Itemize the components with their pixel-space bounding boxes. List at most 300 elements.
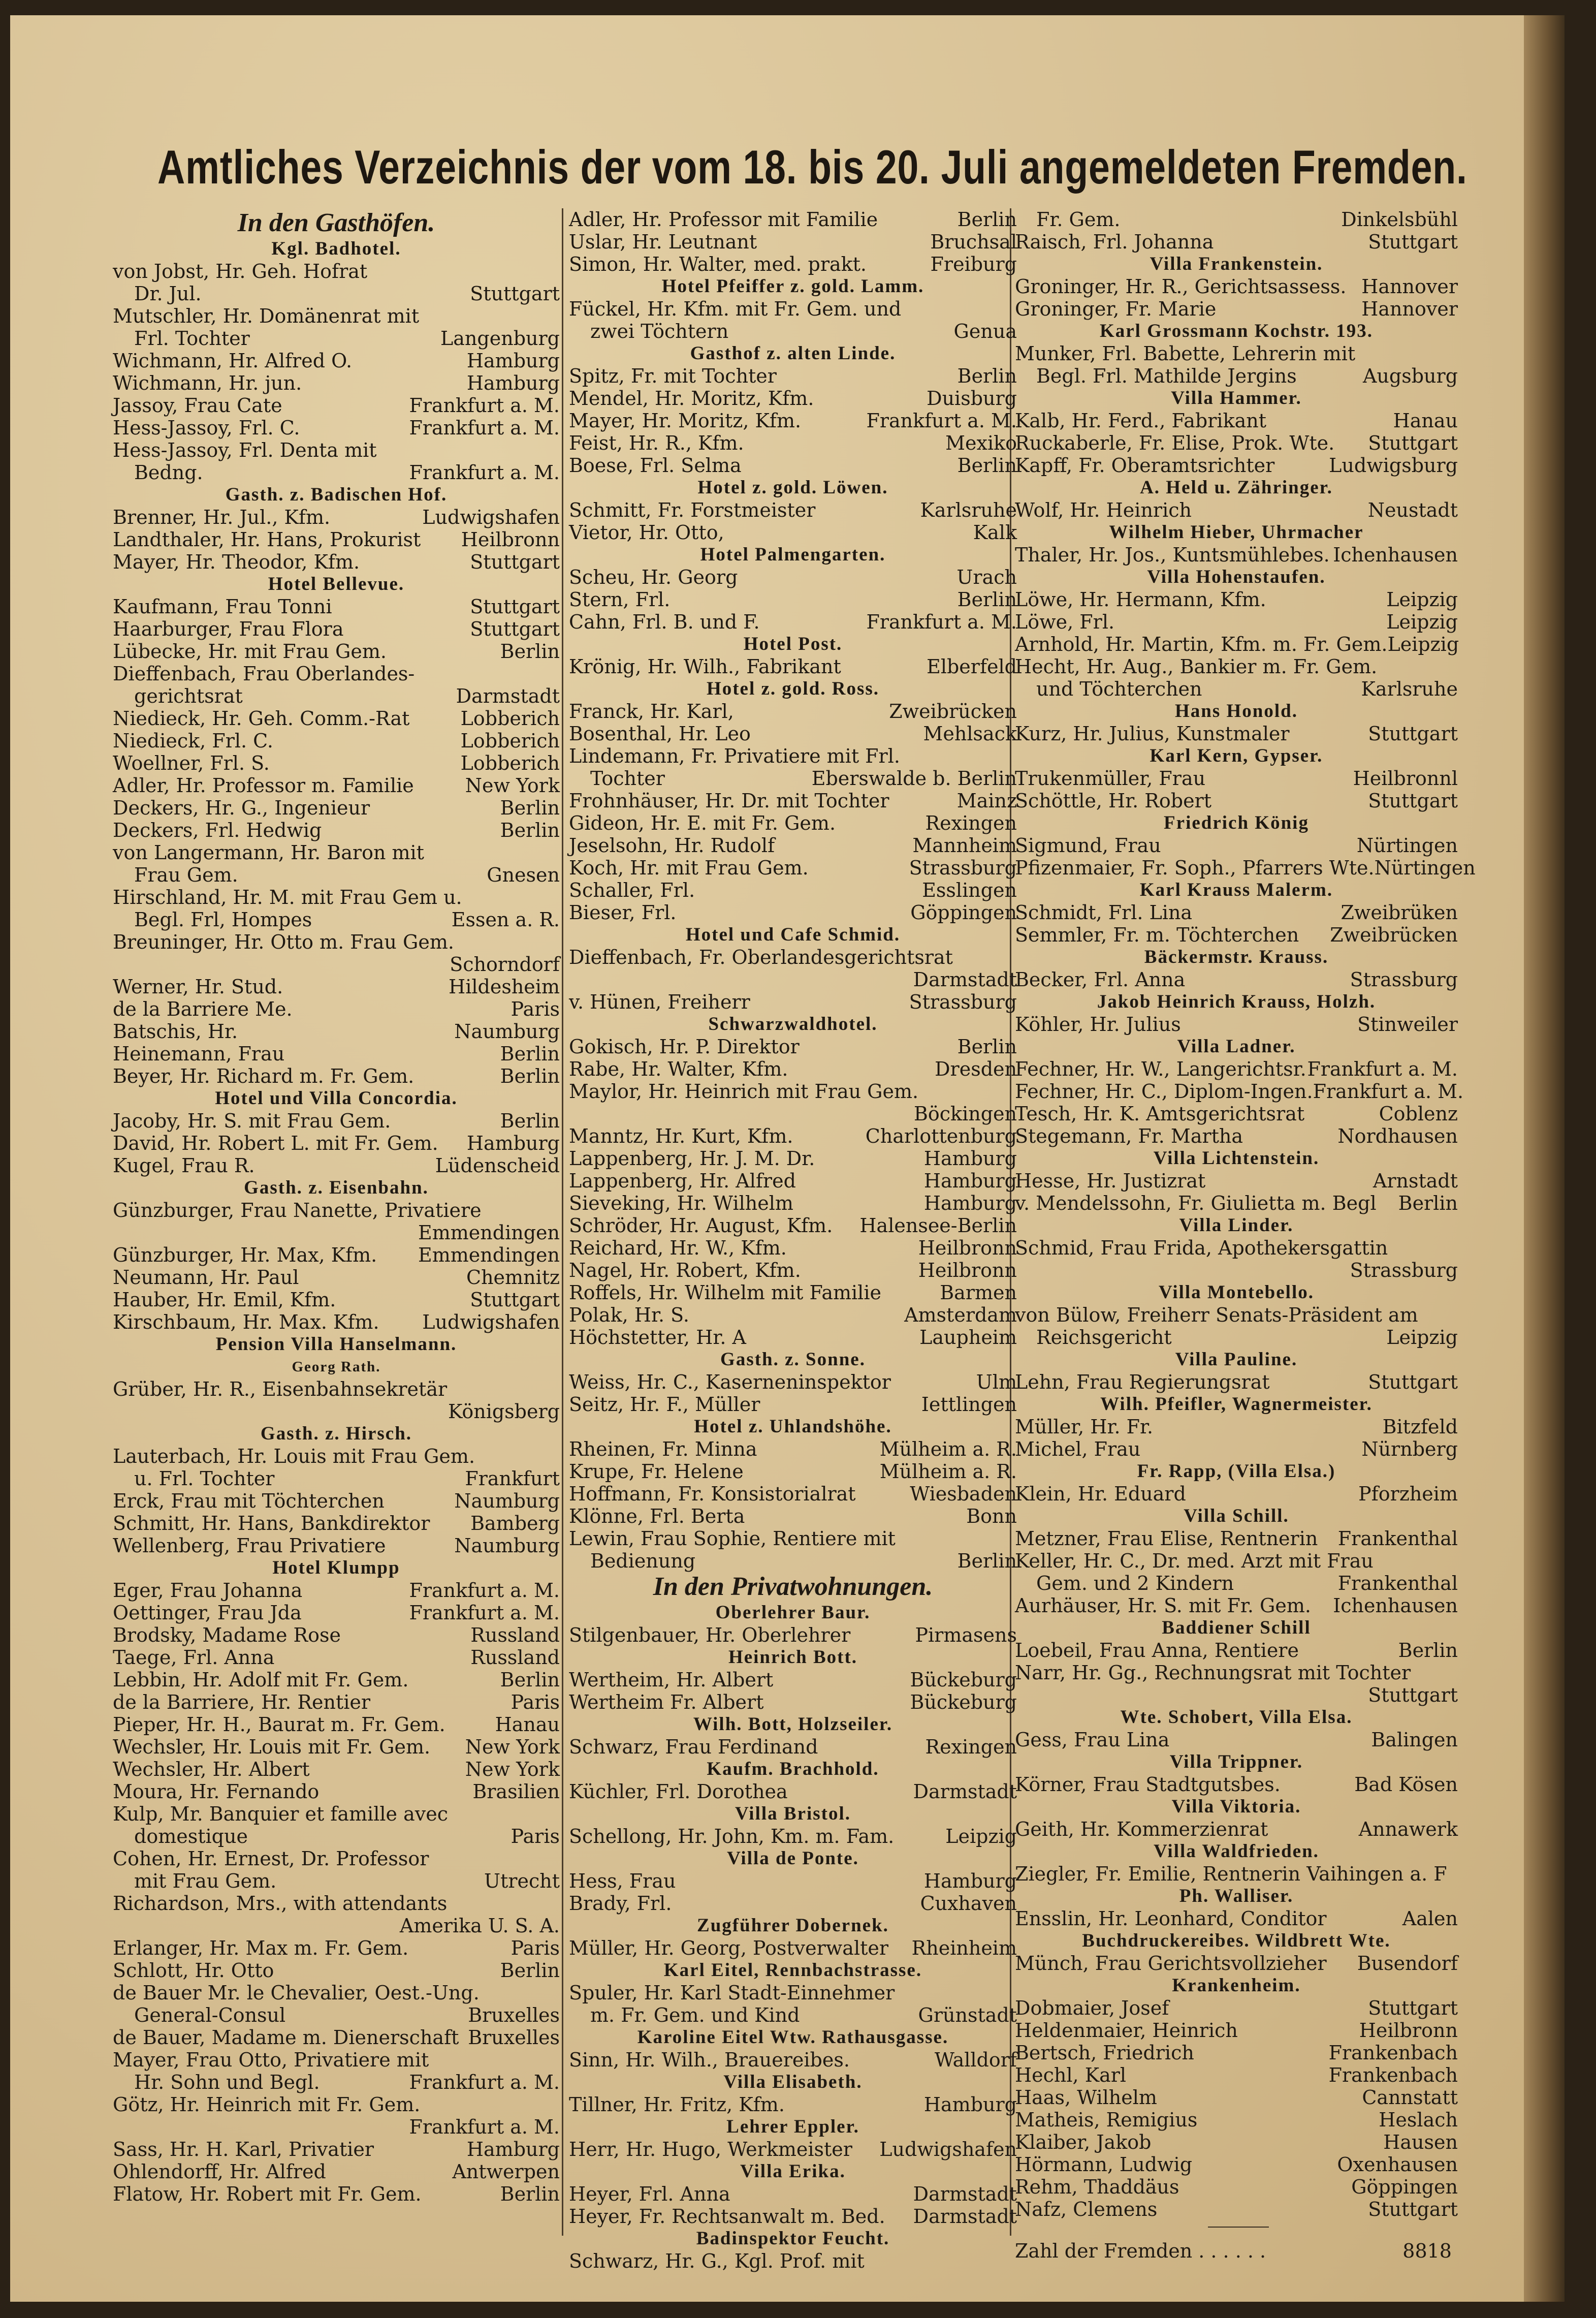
- guest-entry: [113, 819, 560, 841]
- lodging-heading: Zugführer Dobernek.: [697, 1915, 889, 1936]
- guest-origin: Hildesheim: [449, 976, 560, 998]
- guest-origin: Hamburg: [923, 1192, 1017, 1214]
- lodging-heading: Hotel und Cafe Schmid.: [685, 924, 901, 945]
- guest-name: Roffels, Hr. Wilhelm mit Familie: [569, 1281, 881, 1304]
- guest-origin: Bruxelles: [468, 2004, 560, 2026]
- guest-origin: Berlin: [500, 1959, 560, 1982]
- guest-entry: [113, 2004, 560, 2026]
- guest-entry: [113, 998, 560, 1020]
- column-3: [1015, 208, 1476, 2262]
- guest-name: Polak, Hr. S.: [569, 1304, 689, 1326]
- guest-entry: [569, 1982, 1017, 2004]
- guest-name: Klönne, Frl. Berta: [569, 1505, 745, 1527]
- guest-entry: [569, 521, 1017, 544]
- guest-origin: Charlottenburg: [865, 1125, 1017, 1147]
- guest-name: Haarburger, Frau Flora: [113, 618, 344, 640]
- guest-entry: [569, 1527, 1017, 1550]
- guest-origin: Utrecht: [484, 1870, 560, 1892]
- guest-entry: [1015, 275, 1458, 298]
- guest-entry: [569, 857, 1017, 879]
- guest-entry: [569, 499, 1017, 521]
- guest-entry: [1015, 231, 1458, 253]
- guest-origin: Berlin: [957, 208, 1017, 231]
- guest-name: Pieper, Hr. H., Baurat m. Fr. Gem.: [113, 1713, 445, 1736]
- guest-name: Sigmund, Frau: [1015, 834, 1161, 857]
- guest-origin: Frankenthal: [1337, 1527, 1458, 1550]
- guest-entry: [1015, 1013, 1458, 1036]
- guest-origin: Rexingen: [925, 812, 1017, 834]
- lodging-heading: Buchdruckereibes. Wildbrett Wte.: [1082, 1930, 1391, 1951]
- guest-entry: [1015, 1237, 1458, 1259]
- guest-origin: Zweibrüken: [1340, 901, 1458, 924]
- guest-entry: [1015, 611, 1458, 633]
- lodging-heading: Villa Schill.: [1184, 1506, 1289, 1526]
- guest-name: Rheinen, Fr. Minna: [569, 1438, 757, 1460]
- guest-origin: Hamburg: [923, 1170, 1017, 1192]
- guest-name: Krupe, Fr. Helene: [569, 1460, 744, 1483]
- guest-name: Ohlendorff, Hr. Alfred: [113, 2160, 326, 2183]
- guest-name: Hr. Sohn und Begl.: [134, 2071, 320, 2093]
- guest-origin: Berlin: [957, 1550, 1017, 1572]
- guest-entry: [1015, 655, 1458, 678]
- guest-name: Kirschbaum, Hr. Max. Kfm.: [113, 1311, 379, 1333]
- guest-origin: Stuttgart: [1368, 1997, 1458, 2019]
- guest-origin: Antwerpen: [452, 2160, 560, 2183]
- guest-total: [1015, 2240, 1452, 2262]
- guest-name: Heyer, Fr. Rechtsanwalt m. Bed.: [569, 2205, 885, 2228]
- guest-entry: [569, 1371, 1017, 1393]
- guest-name: Adler, Hr. Professor m. Familie: [113, 774, 414, 797]
- guest-name: Wellenberg, Frau Privatiere: [113, 1534, 386, 1557]
- guest-entry: [113, 1266, 560, 1289]
- guest-origin: Lobberich: [460, 707, 560, 730]
- guest-entry: [569, 566, 1017, 588]
- guest-origin: Leipzig: [1386, 611, 1458, 633]
- guest-name: Dieffenbach, Frau Oberlandes-: [113, 663, 415, 685]
- guest-origin: Neustadt: [1367, 499, 1458, 521]
- guest-name: Kalb, Hr. Ferd., Fabrikant: [1015, 410, 1266, 432]
- guest-name: Sieveking, Hr. Wilhelm: [569, 1192, 793, 1214]
- guest-name: Brenner, Hr. Jul., Kfm.: [113, 506, 331, 528]
- guest-entry: [1015, 2064, 1458, 2086]
- guest-entry: [113, 1445, 560, 1467]
- lodging-heading: Hans Honold.: [1175, 701, 1298, 722]
- guest-name: Arnhold, Hr. Martin, Kfm. m. Fr. Gem.: [1015, 633, 1388, 655]
- guest-origin: Stuttgart: [470, 1289, 560, 1311]
- guest-entry: [113, 283, 560, 305]
- guest-name: Boese, Frl. Selma: [569, 454, 742, 477]
- guest-origin: Frankfurt a. M.: [409, 1579, 560, 1602]
- guest-entry: [1015, 342, 1458, 365]
- guest-entry: [1015, 1259, 1458, 1281]
- guest-entry: [569, 745, 1017, 767]
- guest-name: Tochter: [590, 767, 665, 790]
- guest-origin: Duisburg: [927, 387, 1017, 410]
- guest-origin: Augsburg: [1362, 365, 1458, 387]
- guest-name: Günzburger, Frau Nanette, Privatiere: [113, 1199, 482, 1221]
- lodging-heading: Villa Bristol.: [735, 1803, 851, 1824]
- guest-name: Groninger, Hr. R., Gerichtsassess.: [1015, 275, 1347, 298]
- guest-origin: Hanau: [495, 1713, 560, 1736]
- guest-name: Brady, Frl.: [569, 1892, 672, 1915]
- guest-entry: [569, 2250, 1017, 2272]
- page-title: Amtliches Verzeichnis der vom 18. bis 20. Juli angemeldeten Fremden.: [157, 140, 1467, 194]
- guest-entry: [1015, 544, 1458, 566]
- guest-entry: [113, 1378, 560, 1400]
- guest-name: Vietor, Hr. Otto,: [569, 521, 724, 544]
- lodging-heading: Hotel Pfeiffer z. gold. Lamm.: [661, 276, 924, 297]
- guest-origin: Pirmasens: [915, 1624, 1017, 1646]
- guest-name: Günzburger, Hr. Max, Kfm.: [113, 1244, 377, 1266]
- guest-origin: Königsberg: [448, 1400, 560, 1423]
- guest-name: Erck, Frau mit Töchterchen: [113, 1490, 385, 1512]
- guest-name: Hirschland, Hr. M. mit Frau Gem u.: [113, 886, 462, 909]
- guest-origin: Annawerk: [1358, 1818, 1458, 1840]
- guest-entry: [113, 394, 560, 417]
- guest-entry: [113, 1624, 560, 1646]
- guest-name: Schmidt, Frl. Lina: [1015, 901, 1193, 924]
- guest-entry: [1015, 2198, 1458, 2220]
- guest-name: Hechl, Karl: [1015, 2064, 1127, 2086]
- guest-entry: [113, 1780, 560, 1803]
- guest-name: Köhler, Hr. Julius: [1015, 1013, 1181, 1036]
- guest-origin: Hamburg: [923, 2093, 1017, 2116]
- lodging-heading: Kaufm. Brachhold.: [707, 1759, 879, 1779]
- guest-entry: [569, 901, 1017, 924]
- guest-origin: Frankfurt a. M.: [409, 2071, 560, 2093]
- guest-name: Eger, Frau Johanna: [113, 1579, 303, 1602]
- guest-entry: [569, 1080, 1017, 1103]
- guest-entry: [569, 1393, 1017, 1416]
- guest-name: Stegemann, Fr. Martha: [1015, 1125, 1243, 1147]
- guest-name: zwei Töchtern: [590, 320, 729, 342]
- guest-origin: Urach: [956, 566, 1017, 588]
- guest-name: Flatow, Hr. Robert mit Fr. Gem.: [113, 2183, 422, 2205]
- guest-name: Löwe, Frl.: [1015, 611, 1115, 633]
- guest-origin: Laupheim: [919, 1326, 1017, 1349]
- lodging-heading: Kgl. Badhotel.: [271, 238, 401, 259]
- lodging-heading: Karl Krauss Malerm.: [1139, 880, 1333, 900]
- guest-name: Deckers, Hr. G., Ingenieur: [113, 797, 370, 819]
- guest-name: Begl. Frl. Mathilde Jergins: [1036, 365, 1297, 387]
- guest-name: Hörmann, Ludwig: [1015, 2153, 1193, 2176]
- guest-entry: [1015, 1684, 1458, 1706]
- guest-name: Bertsch, Friedrich: [1015, 2042, 1194, 2064]
- guest-name: Fr. Gem.: [1036, 208, 1121, 231]
- guest-entry: [113, 1467, 560, 1490]
- guest-origin: Naumburg: [454, 1490, 560, 1512]
- guest-name: Jassoy, Frau Cate: [113, 394, 282, 417]
- guest-name: Fechner, Hr. C., Diplom-Ingen.: [1015, 1080, 1313, 1103]
- guest-name: Rehm, Thaddäus: [1015, 2176, 1179, 2198]
- guest-origin: Nürtingen: [1356, 834, 1458, 857]
- guest-entry: [569, 1237, 1017, 1259]
- guest-origin: Frankfurt: [465, 1467, 560, 1490]
- guest-entry: [1015, 1304, 1458, 1326]
- guest-name: Gideon, Hr. E. mit Fr. Gem.: [569, 812, 836, 834]
- guest-origin: Chemnitz: [466, 1266, 560, 1289]
- guest-origin: Esslingen: [922, 879, 1017, 901]
- lodging-heading: Villa Pauline.: [1175, 1349, 1298, 1370]
- guest-entry: [569, 1259, 1017, 1281]
- guest-entry: [1015, 1907, 1458, 1930]
- guest-entry: [569, 790, 1017, 812]
- guest-name: Bieser, Frl.: [569, 901, 677, 924]
- guest-origin: Lobberich: [460, 730, 560, 752]
- guest-origin: Amsterdam: [904, 1304, 1017, 1326]
- lodging-heading: Hotel z. gold. Ross.: [706, 678, 880, 699]
- guest-entry: [569, 387, 1017, 410]
- guest-origin: Berlin: [500, 2183, 560, 2205]
- guest-name: Gokisch, Hr. P. Direktor: [569, 1036, 800, 1058]
- guest-origin: Heilbronn: [918, 1237, 1017, 1259]
- guest-name: Sinn, Hr. Wilh., Brauereibes.: [569, 2049, 850, 2071]
- guest-entry: [569, 1691, 1017, 1713]
- guest-entry: [1015, 410, 1458, 432]
- guest-origin: Gnesen: [487, 864, 560, 886]
- guest-origin: Bückeburg: [910, 1669, 1017, 1691]
- guest-origin: Busendorf: [1357, 1952, 1458, 1975]
- guest-origin: Bruxelles: [468, 2026, 560, 2049]
- guest-name: Klaiber, Jakob: [1015, 2131, 1152, 2153]
- guest-origin: Göppingen: [1351, 2176, 1458, 2198]
- guest-entry: [569, 879, 1017, 901]
- guest-name: Taege, Frl. Anna: [113, 1646, 275, 1669]
- guest-origin: Stuttgart: [1368, 231, 1458, 253]
- guest-name: Rabe, Hr. Walter, Kfm.: [569, 1058, 788, 1080]
- guest-entry: [569, 253, 1017, 275]
- guest-origin: Zweibrücken: [1330, 924, 1458, 946]
- guest-name: Hess, Frau: [569, 1870, 676, 1892]
- guest-name: mit Frau Gem.: [134, 1870, 277, 1892]
- guest-origin: Heslach: [1379, 2109, 1458, 2131]
- guest-entry: [113, 1982, 560, 2004]
- guest-origin: Berlin: [500, 1669, 560, 1691]
- guest-entry: [1015, 1550, 1458, 1572]
- lodging-heading: Heinrich Bott.: [728, 1647, 858, 1668]
- guest-entry: [569, 1780, 1017, 1803]
- guest-origin: Schorndorf: [450, 953, 560, 976]
- guest-name: Schellong, Hr. John, Km. m. Fam.: [569, 1825, 895, 1847]
- guest-name: Weiss, Hr. C., Kaserneninspektor: [569, 1371, 891, 1393]
- lodging-heading: Villa Montebello.: [1159, 1282, 1314, 1303]
- guest-origin: Freiburg: [930, 253, 1017, 275]
- guest-name: Sass, Hr. H. Karl, Privatier: [113, 2138, 374, 2160]
- guest-name: Kaufmann, Frau Tonni: [113, 596, 332, 618]
- guest-name: Uslar, Hr. Leutnant: [569, 231, 757, 253]
- guest-origin: Hausen: [1383, 2131, 1458, 2153]
- guest-origin: Berlin: [957, 588, 1017, 611]
- guest-origin: Ludwigsburg: [1329, 454, 1458, 477]
- guest-entry: [113, 1400, 560, 1423]
- guest-origin: Grünstadt: [918, 2004, 1017, 2026]
- guest-entry: [113, 797, 560, 819]
- guest-name: Frohnhäuser, Hr. Dr. mit Tochter: [569, 790, 889, 812]
- guest-name: Höchstetter, Hr. A: [569, 1326, 746, 1349]
- guest-entry: [1015, 1371, 1458, 1393]
- guest-origin: Berlin: [500, 1110, 560, 1132]
- guest-name: Dobmaier, Josef: [1015, 1997, 1169, 2019]
- guest-name: von Langermann, Hr. Baron mit: [113, 841, 424, 864]
- lodging-heading: Hotel Post.: [743, 634, 843, 654]
- guest-entry: [1015, 723, 1458, 745]
- guest-origin: Essen a. R.: [451, 909, 560, 931]
- lodging-heading: Badinspektor Feucht.: [696, 2228, 890, 2249]
- guest-name: Begl. Frl, Hompes: [134, 909, 312, 931]
- guest-origin: Paris: [510, 1937, 560, 1959]
- guest-entry: [113, 350, 560, 372]
- guest-entry: [113, 327, 560, 350]
- guest-origin: Hamburg: [923, 1870, 1017, 1892]
- guest-name: Schlott, Hr. Otto: [113, 1959, 274, 1982]
- guest-origin: Naumburg: [454, 1534, 560, 1557]
- guest-origin: Emmendingen: [418, 1244, 560, 1266]
- guest-origin: Darmstadt: [913, 1780, 1017, 1803]
- guest-name: Müller, Hr. Georg, Postverwalter: [569, 1937, 889, 1959]
- guest-origin: Genua: [953, 320, 1017, 342]
- guest-name: Seitz, Hr. F., Müller: [569, 1393, 760, 1416]
- guest-origin: Stuttgart: [1368, 723, 1458, 745]
- guest-entry: [113, 1669, 560, 1691]
- guest-name: Dieffenbach, Fr. Oberlandesgerichtsrat: [569, 946, 953, 968]
- guest-name: Götz, Hr. Heinrich mit Fr. Gem.: [113, 2093, 421, 2116]
- guest-origin: Frankfurt a. M.: [409, 2116, 560, 2138]
- guest-entry: [569, 1870, 1017, 1892]
- guest-name: Feist, Hr. R., Kfm.: [569, 432, 744, 454]
- guest-entry: [113, 528, 560, 551]
- guest-entry: [569, 1505, 1017, 1527]
- guest-entry: [1015, 1952, 1458, 1975]
- guest-origin: Hannover: [1361, 298, 1458, 320]
- guest-name: Lewin, Frau Sophie, Rentiere mit: [569, 1527, 896, 1550]
- guest-name: Thaler, Hr. Jos., Kuntsmühlebes.: [1015, 544, 1330, 566]
- guest-entry: [113, 841, 560, 864]
- guest-entry: [113, 2183, 560, 2205]
- guest-entry: [569, 1460, 1017, 1483]
- guest-origin: Hamburg: [466, 2138, 560, 2160]
- guest-name: Mutschler, Hr. Domänenrat mit: [113, 305, 420, 327]
- guest-entry: [569, 723, 1017, 745]
- guest-entry: [113, 774, 560, 797]
- total-separator: [1208, 2227, 1269, 2228]
- guest-origin: Rheinheim: [911, 1937, 1017, 1959]
- guest-entry: [113, 461, 560, 484]
- guest-name: Woellner, Frl. S.: [113, 752, 270, 774]
- guest-origin: Bad Kösen: [1354, 1773, 1458, 1796]
- guest-name: Becker, Frl. Anna: [1015, 968, 1186, 991]
- guest-name: Fechner, Hr. W., Langerichtsr.: [1015, 1058, 1306, 1080]
- guest-origin: Leipzig: [1387, 633, 1459, 655]
- lodging-heading: Lehrer Eppler.: [726, 2116, 859, 2137]
- guest-entry: [113, 1691, 560, 1713]
- lodging-heading: Pension Villa Hanselmann.: [215, 1334, 457, 1355]
- guest-entry: [1015, 1773, 1458, 1796]
- guest-entry: [1015, 588, 1458, 611]
- guest-origin: New York: [465, 1736, 560, 1758]
- guest-name: Bosenthal, Hr. Leo: [569, 723, 751, 745]
- guest-origin: Rexingen: [925, 1736, 1017, 1758]
- column-2: [569, 208, 1017, 2272]
- guest-entry: [569, 410, 1017, 432]
- guest-entry: [569, 1147, 1017, 1170]
- guest-origin: Mehlsack: [923, 723, 1017, 745]
- guest-name: Wertheim Fr. Albert: [569, 1691, 764, 1713]
- guest-entry: [113, 1221, 560, 1244]
- guest-entry: [1015, 2153, 1458, 2176]
- guest-entry: [569, 1736, 1017, 1758]
- guest-entry: [1015, 901, 1458, 924]
- guest-name: Wechsler, Hr. Louis mit Fr. Gem.: [113, 1736, 431, 1758]
- lodging-heading: Hotel Palmengarten.: [700, 544, 886, 565]
- guest-origin: Berlin: [500, 1043, 560, 1065]
- guest-name: Niedieck, Hr. Geh. Comm.-Rat: [113, 707, 410, 730]
- guest-origin: Oxenhausen: [1337, 2153, 1458, 2176]
- guest-entry: [113, 305, 560, 327]
- guest-origin: Paris: [510, 1825, 560, 1847]
- guest-entry: [569, 1892, 1017, 1915]
- guest-origin: Berlin: [1398, 1192, 1458, 1214]
- guest-origin: Berlin: [1398, 1639, 1458, 1662]
- guest-entry: [1015, 499, 1458, 521]
- guest-name: Beyer, Hr. Richard m. Fr. Gem.: [113, 1065, 414, 1087]
- lodging-heading: Wilh. Pfeifler, Wagnermeister.: [1100, 1394, 1372, 1415]
- guest-entry: [1015, 1416, 1458, 1438]
- guest-entry: [113, 1915, 560, 1937]
- section-heading: In den Privatwohnungen.: [653, 1572, 933, 1601]
- lodging-heading: Villa Elisabeth.: [723, 2072, 863, 2092]
- guest-name: Oettinger, Frau Jda: [113, 1602, 302, 1624]
- guest-entry: [569, 432, 1017, 454]
- guest-name: Schmid, Frau Frida, Apothekersgattin: [1015, 1237, 1388, 1259]
- guest-entry: [113, 1199, 560, 1221]
- guest-entry: [569, 365, 1017, 387]
- guest-entry: [1015, 1527, 1458, 1550]
- guest-entry: [113, 2071, 560, 2093]
- guest-entry: [569, 1192, 1017, 1214]
- guest-origin: Darmstadt: [913, 2183, 1017, 2205]
- guest-origin: Dresden: [935, 1058, 1017, 1080]
- guest-name: Nafz, Clemens: [1015, 2198, 1158, 2220]
- guest-origin: Russland: [470, 1624, 560, 1646]
- lodging-heading: Bäckermstr. Krauss.: [1144, 947, 1329, 967]
- guest-entry: [569, 812, 1017, 834]
- guest-name: Schöttle, Hr. Robert: [1015, 790, 1212, 812]
- guest-name: Schaller, Frl.: [569, 879, 695, 901]
- guest-name: Adler, Hr. Professor mit Familie: [569, 208, 878, 231]
- guest-origin: Naumburg: [454, 1020, 560, 1043]
- guest-origin: Stuttgart: [1368, 1371, 1458, 1393]
- guest-name: Lappenberg, Hr. J. M. Dr.: [569, 1147, 815, 1170]
- guest-origin: Frankenthal: [1337, 1572, 1458, 1594]
- guest-entry: [1015, 1639, 1458, 1662]
- guest-origin: Berlin: [500, 640, 560, 663]
- guest-entry: [113, 1043, 560, 1065]
- guest-entry: [113, 1110, 560, 1132]
- guest-name: Körner, Frau Stadtgutsbes.: [1015, 1773, 1281, 1796]
- guest-entry: [113, 953, 560, 976]
- guest-origin: Hamburg: [466, 1132, 560, 1154]
- guest-origin: Böckingen: [913, 1103, 1017, 1125]
- lodging-heading: Villa Hammer.: [1171, 388, 1302, 409]
- guest-name: Reichard, Hr. W., Kfm.: [569, 1237, 787, 1259]
- guest-name: Schröder, Hr. August, Kfm.: [569, 1214, 833, 1237]
- lodging-heading: Villa Linder.: [1179, 1215, 1294, 1236]
- guest-entry: [113, 1713, 560, 1736]
- guest-origin: Heilbronnl: [1353, 767, 1458, 790]
- guest-entry: [113, 685, 560, 707]
- guest-origin: Lobberich: [460, 752, 560, 774]
- guest-origin: Ludwigshafen: [422, 1311, 560, 1333]
